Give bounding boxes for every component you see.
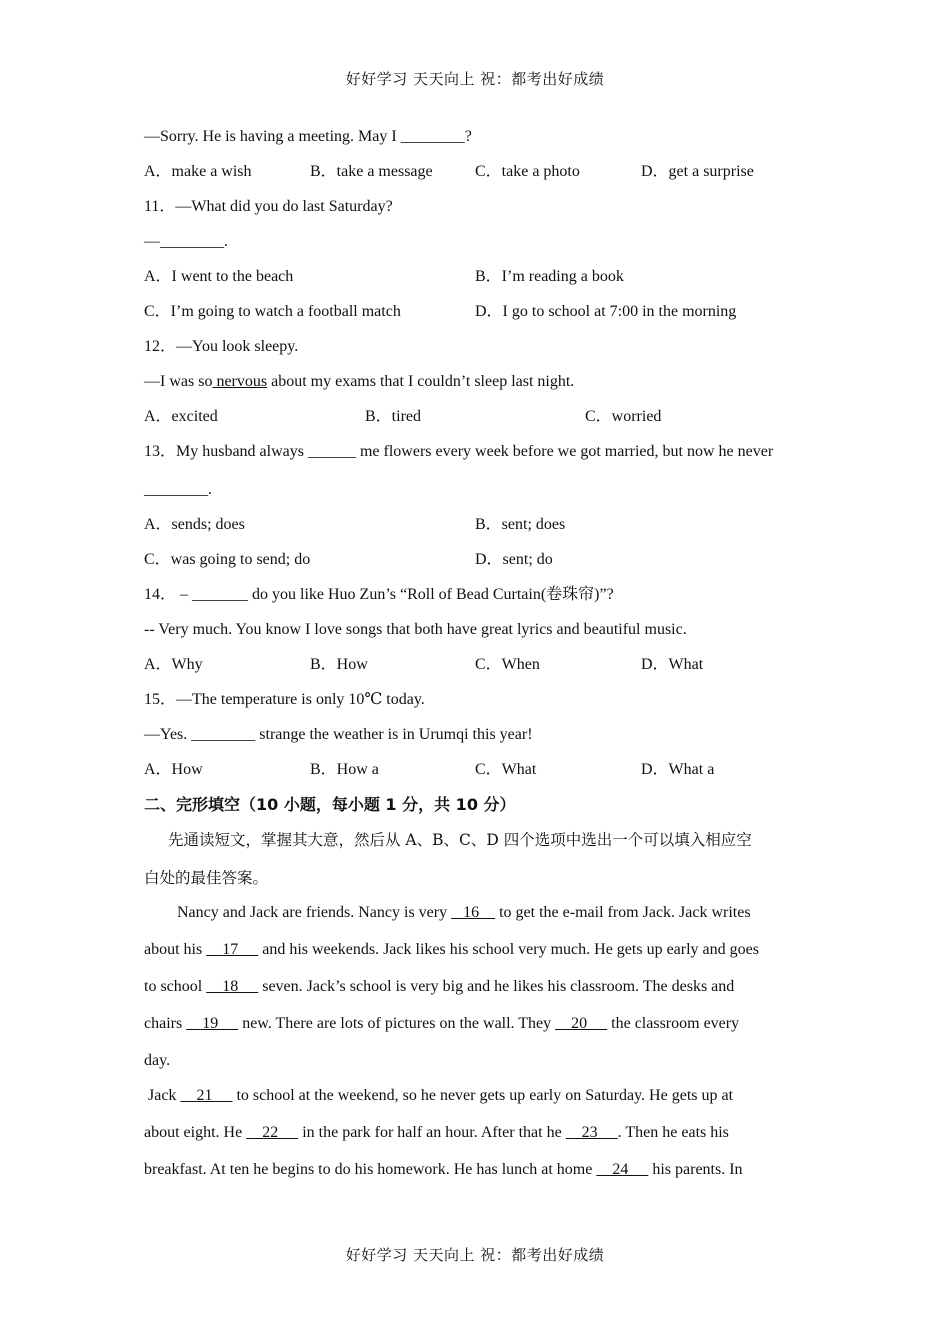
q10-reply: —Sorry. He is having a meeting. May I ________? — [144, 128, 472, 145]
q14-option-a[interactable]: A．Why — [144, 656, 203, 673]
q11-option-a[interactable]: A．I went to the beach — [144, 268, 294, 285]
q13-option-c[interactable]: C．was going to send; do — [144, 551, 311, 568]
q12-option-c[interactable]: C．worried — [585, 408, 662, 425]
q11-options-row1 — [144, 266, 809, 301]
q12-option-a[interactable]: A．excited — [144, 408, 218, 425]
passage-line-8 — [144, 1159, 809, 1196]
passage-line-6 — [144, 1085, 809, 1122]
passage-text: chairs — [144, 1015, 187, 1032]
passage-text: new. There are lots of pictures on the wall. They — [238, 1015, 556, 1032]
passage-text: to school — [144, 978, 207, 995]
passage-text: . Then he eats his — [617, 1124, 729, 1141]
q15-option-b[interactable]: B．How a — [310, 761, 379, 778]
q12-option-b[interactable]: B．tired — [365, 408, 421, 425]
blank-24[interactable]: 24 — [596, 1161, 649, 1178]
page-content — [144, 126, 809, 1196]
q10-option-a[interactable]: A．make a wish — [144, 163, 252, 180]
blank-21[interactable]: 21 — [180, 1087, 233, 1104]
q10-options — [144, 161, 809, 196]
page-header: 好好学习 天天向上 祝：都考出好成绩 — [345, 70, 605, 88]
q13-option-d[interactable]: D．sent; do — [475, 551, 553, 568]
q14-reply: -- Very much. You know I love songs that both have great lyrics and beautiful music. — [144, 621, 687, 638]
passage-text: about his — [144, 941, 207, 958]
q11-option-d[interactable]: D．I go to school at 7:00 in the morning — [475, 303, 737, 320]
blank-17[interactable]: 17 — [206, 941, 259, 958]
q11-reply: —________. — [144, 233, 228, 250]
q11-option-b[interactable]: B．I’m reading a book — [475, 268, 624, 285]
passage-line-2 — [144, 939, 809, 976]
q10-option-d[interactable]: D．get a surprise — [641, 163, 754, 180]
q11-option-c[interactable]: C．I’m going to watch a football match — [144, 303, 401, 320]
blank-23[interactable]: 23 — [565, 1124, 618, 1141]
q13-stem-continued: ________. — [144, 481, 212, 498]
q12-stem: 12．—You look sleepy. — [144, 338, 299, 355]
passage-line-5: day. — [144, 1052, 171, 1069]
q10-option-b[interactable]: B．take a message — [310, 163, 433, 180]
q12-underlined-word: nervous — [212, 373, 268, 390]
section-2-instructions-line2: 白处的最佳答案。 — [144, 869, 269, 887]
passage-text: seven. Jack’s school is very big and he likes his classroom. The desks and — [258, 978, 735, 995]
blank-16[interactable]: 16 — [451, 904, 496, 921]
passage-text: about eight. He — [144, 1124, 247, 1141]
q14-option-d[interactable]: D．What — [641, 656, 704, 673]
page-footer: 好好学习 天天向上 祝：都考出好成绩 — [345, 1246, 605, 1264]
q13-options-row1 — [144, 514, 809, 549]
q14-option-c[interactable]: C．When — [475, 656, 540, 673]
q15-option-d[interactable]: D．What a — [641, 761, 715, 778]
q12-options — [144, 406, 809, 441]
blank-20[interactable]: 20 — [555, 1015, 608, 1032]
passage-text: his parents. In — [648, 1161, 743, 1178]
q15-options — [144, 759, 809, 794]
q15-option-c[interactable]: C．What — [475, 761, 537, 778]
passage-text: in the park for half an hour. After that he — [298, 1124, 566, 1141]
q13-option-b[interactable]: B．sent; does — [475, 516, 566, 533]
blank-18[interactable]: 18 — [206, 978, 259, 995]
passage-text: to school at the weekend, so he never gets up early on Saturday. He gets up at — [232, 1087, 734, 1104]
passage-text: the classroom every — [607, 1015, 740, 1032]
q15-option-a[interactable]: A．How — [144, 761, 203, 778]
q14-option-b[interactable]: B．How — [310, 656, 368, 673]
passage-line-1 — [144, 902, 809, 939]
passage-text: to get the e-mail from Jack. Jack writes — [495, 904, 751, 921]
q14-stem: 14． – _______ do you like Huo Zun’s “Roll of Bead Curtain(卷珠帘)”? — [144, 586, 614, 603]
section-2-title: 二、完形填空（10 小题，每小题 1 分，共 10 分） — [144, 795, 516, 814]
passage-text: breakfast. At ten he begins to do his homework. He has lunch at home — [144, 1161, 597, 1178]
passage-text: Jack — [148, 1087, 181, 1104]
q15-stem: 15．—The temperature is only 10℃ today. — [144, 691, 425, 708]
q12-reply — [144, 371, 809, 406]
section-2-instructions-line1: 先通读短文，掌握其大意，然后从 A、B、C、D 四个选项中选出一个可以填入相应空 — [168, 831, 752, 849]
q13-stem: 13．My husband always ______ me flowers every week before we got married, but now he never — [144, 443, 774, 460]
q13-option-a[interactable]: A．sends; does — [144, 516, 245, 533]
passage-line-7 — [144, 1122, 809, 1159]
q12-reply-pre: —I was so — [144, 373, 213, 390]
passage-text: and his weekends. Jack likes his school very much. He gets up early and goes — [258, 941, 759, 958]
blank-22[interactable]: 22 — [246, 1124, 299, 1141]
passage-text: Nancy and Jack are friends. Nancy is very — [177, 904, 452, 921]
blank-19[interactable]: 19 — [186, 1015, 239, 1032]
q15-reply: —Yes. ________ strange the weather is in Urumqi this year! — [144, 726, 533, 743]
q11-options-row2 — [144, 301, 809, 336]
q11-stem: 11．—What did you do last Saturday? — [144, 198, 393, 215]
q13-options-row2 — [144, 549, 809, 584]
passage-line-4 — [144, 1013, 809, 1050]
q12-reply-post: about my exams that I couldn’t sleep last night. — [267, 373, 575, 390]
passage-line-3 — [144, 976, 809, 1013]
q14-options — [144, 654, 809, 689]
q10-option-c[interactable]: C．take a photo — [475, 163, 580, 180]
